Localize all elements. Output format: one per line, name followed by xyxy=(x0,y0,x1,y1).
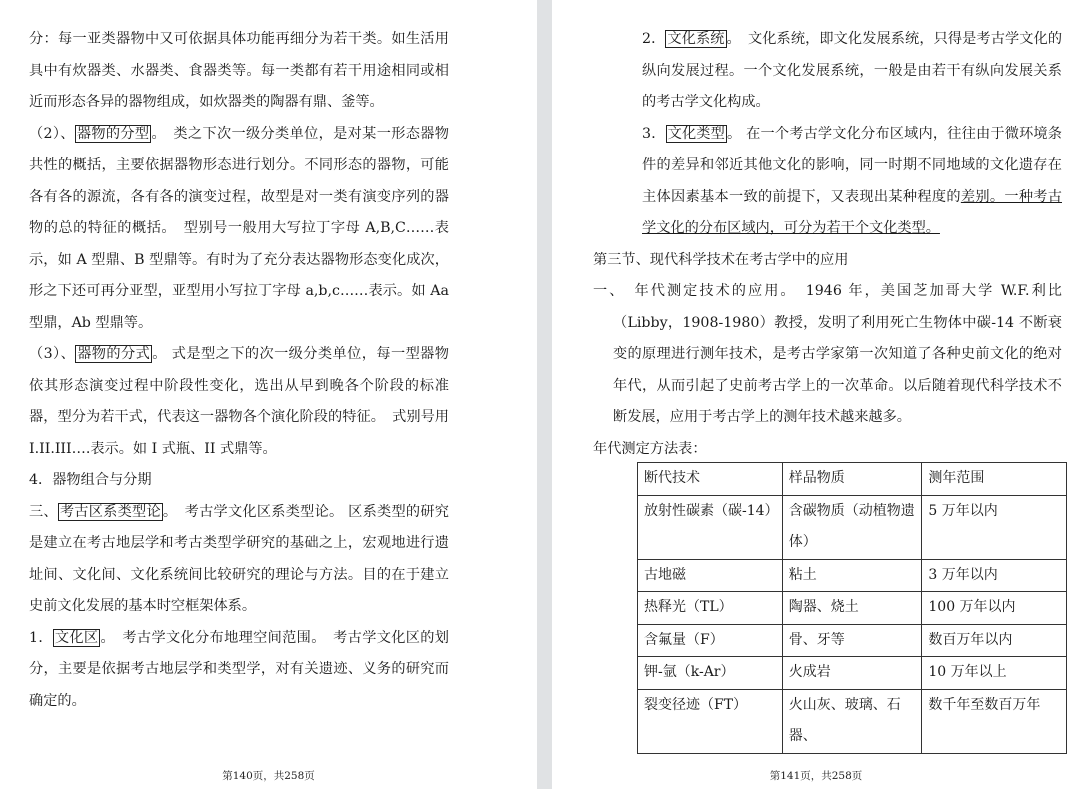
dating-methods-table xyxy=(637,462,1067,754)
paragraph-text: 一、 年代测定技术的应用。 1946 年，美国芝加哥大学 W.F.利比（Libby，1908-1980）教授，发明了利用死亡生物体中碳-14 不断衰变的原理进行测年技术，是考古学家第一次知道了各种史前文化的绝对年代，从而引起了史前考古学上的一次革命。以后随着现代科学技术不断发展，应用于考古学上的测年技术越来越多。 xyxy=(593,283,1062,425)
paragraph-prefix: 1． xyxy=(29,629,53,646)
table-cell: 陶器、烧土 xyxy=(782,592,922,625)
table-caption xyxy=(593,434,1062,466)
table-header-cell: 样品物质 xyxy=(782,463,922,496)
section-heading xyxy=(29,465,449,497)
paragraph-classification xyxy=(29,24,449,119)
table-cell: 钾-氩（k-Ar） xyxy=(638,657,783,690)
table-cell: 火成岩 xyxy=(782,657,922,690)
paragraph-prefix: （2）、 xyxy=(29,125,75,142)
paragraph-prefix: （3）、 xyxy=(29,346,76,362)
page-141-content xyxy=(593,24,1063,465)
underlined-text: 差别。一种考古学文化的分布区域内，可分为若干个文化类型。 xyxy=(642,188,1062,236)
table-row xyxy=(638,559,1067,592)
paragraph-text: 。 文化系统，即文化发展系统，只得是考古学文化的纵向发展过程。一个文化发展系统，一般是由若干有纵向发展关系的考古学文化构成。 xyxy=(642,31,1063,110)
boxed-term: 文化区 xyxy=(54,629,99,646)
paragraph-type-division xyxy=(29,119,449,340)
table-row xyxy=(638,495,1067,559)
table-row xyxy=(638,624,1067,657)
table-cell: 数千年至数百万年 xyxy=(922,689,1067,753)
table-cell: 古地磁 xyxy=(638,559,783,592)
boxed-term: 文化类型 xyxy=(667,125,726,142)
table-cell: 100 万年以内 xyxy=(922,592,1067,625)
paragraph-text: 。 考古学文化分布地理空间范围。 考古学文化区的划分，主要是依据考古地层学和类型学，对有关遗迹、义务的研究而确定的。 xyxy=(29,629,449,709)
table-header-row xyxy=(638,463,1067,496)
table-row xyxy=(638,689,1067,753)
table-cell: 5 万年以内 xyxy=(922,495,1067,559)
heading-text: 4．器物组合与分期 xyxy=(29,472,152,488)
paragraph-text: 。 考古学文化区系类型论。 区系类型的研究是建立在考古地层学和考古类型学研究的基础之上，宏观地进行遗址间、文化间、文化系统间比较研究的理论与方法。目的在于建立史前文化发展的基本时空框架体系。 xyxy=(29,503,449,614)
paragraph-style-division xyxy=(29,339,449,465)
page-141 xyxy=(552,0,1080,789)
page-footer: 第140页，共258页 xyxy=(222,770,315,782)
table-cell: 粘土 xyxy=(782,559,922,592)
table-row xyxy=(638,592,1067,625)
paragraph-text: 分：每一亚类器物中又可依据具体功能再细分为若干类。如生活用具中有炊器类、水器类、食器类等。每一类都有若干用途相同或相近而形态各异的器物组成，如炊器类的陶器有鼎、釜等。 xyxy=(29,31,449,110)
table-cell: 10 万年以上 xyxy=(922,657,1067,690)
table-cell: 含氟量（F） xyxy=(638,624,783,657)
table-cell: 3 万年以内 xyxy=(922,559,1067,592)
page-gutter xyxy=(537,0,552,789)
table-row xyxy=(638,657,1067,690)
page-140-content xyxy=(29,24,449,717)
paragraph-text: 。 类之下次一级分类单位，是对某一形态器物共性的概括，主要依据器物形态进行划分。不同形态的器物，可能各有各的源流，各有各的演变过程，故型是对一类有演变序列的器物的总的特征的概括。 型别号一般用大写拉丁字母 A,B,C……表示，如 A 型鼎、B 型鼎等。有时为了充分表达器物形态变化成次，形之下还可再分亚型，亚型用小写拉丁字母 a,b,c……表示。如 Aa 型鼎，Ab 型鼎等。 xyxy=(29,125,449,331)
table-cell: 热释光（TL） xyxy=(638,592,783,625)
paragraph-text: 。 在一个考古学文化分布区域内，往往由于微环境条件的差异和邻近其他文化的影响，同一时期不同地域的文化遗存在主体因素基本一致的前提下，又表现出某种程度的 xyxy=(642,125,1062,205)
paragraph-dating-tech xyxy=(593,276,1062,434)
table-cell: 数百万年以内 xyxy=(922,624,1067,657)
paragraph-text: 。 式是型之下的次一级分类单位，每一型器物依其形态演变过程中阶段性变化，选出从早到晚各个阶段的标准器，型分为若干式，代表这一器物各个演化阶段的特征。 式别号用 I.II.III….表示。如 I 式瓶、II 式鼎等。 xyxy=(29,346,449,457)
table-cell: 火山灰、玻璃、石器、 xyxy=(782,689,922,753)
table-header-cell: 测年范围 xyxy=(922,463,1067,496)
page-footer: 第141页，共258页 xyxy=(769,770,863,782)
heading-text: 第三节、现代科学技术在考古学中的应用 xyxy=(593,251,849,268)
page-140 xyxy=(0,0,537,789)
paragraph-prefix: 2． xyxy=(642,31,666,47)
table-cell: 骨、牙等 xyxy=(782,624,922,657)
boxed-term: 考古区系类型论 xyxy=(59,503,161,520)
table-cell: 裂变径迹（FT） xyxy=(638,689,783,753)
paragraph-cultural-type xyxy=(642,119,1062,245)
paragraph-cultural-region xyxy=(29,623,449,718)
section-heading xyxy=(593,245,1062,277)
table-cell: 放射性碳素（碳-14） xyxy=(638,495,783,559)
paragraph-prefix: 3． xyxy=(642,125,666,142)
paragraph-prefix: 三、 xyxy=(29,503,58,520)
paragraph-cultural-system xyxy=(642,24,1062,119)
boxed-term: 文化系统 xyxy=(667,31,725,47)
boxed-term: 器物的分型 xyxy=(76,125,150,142)
paragraph-regional-typology xyxy=(29,497,449,623)
table-cell: 含碳物质（动植物遗体） xyxy=(782,495,922,559)
table-header-cell: 断代技术 xyxy=(638,463,783,496)
boxed-term: 器物的分式 xyxy=(77,346,151,362)
caption-text: 年代测定方法表： xyxy=(593,440,707,457)
